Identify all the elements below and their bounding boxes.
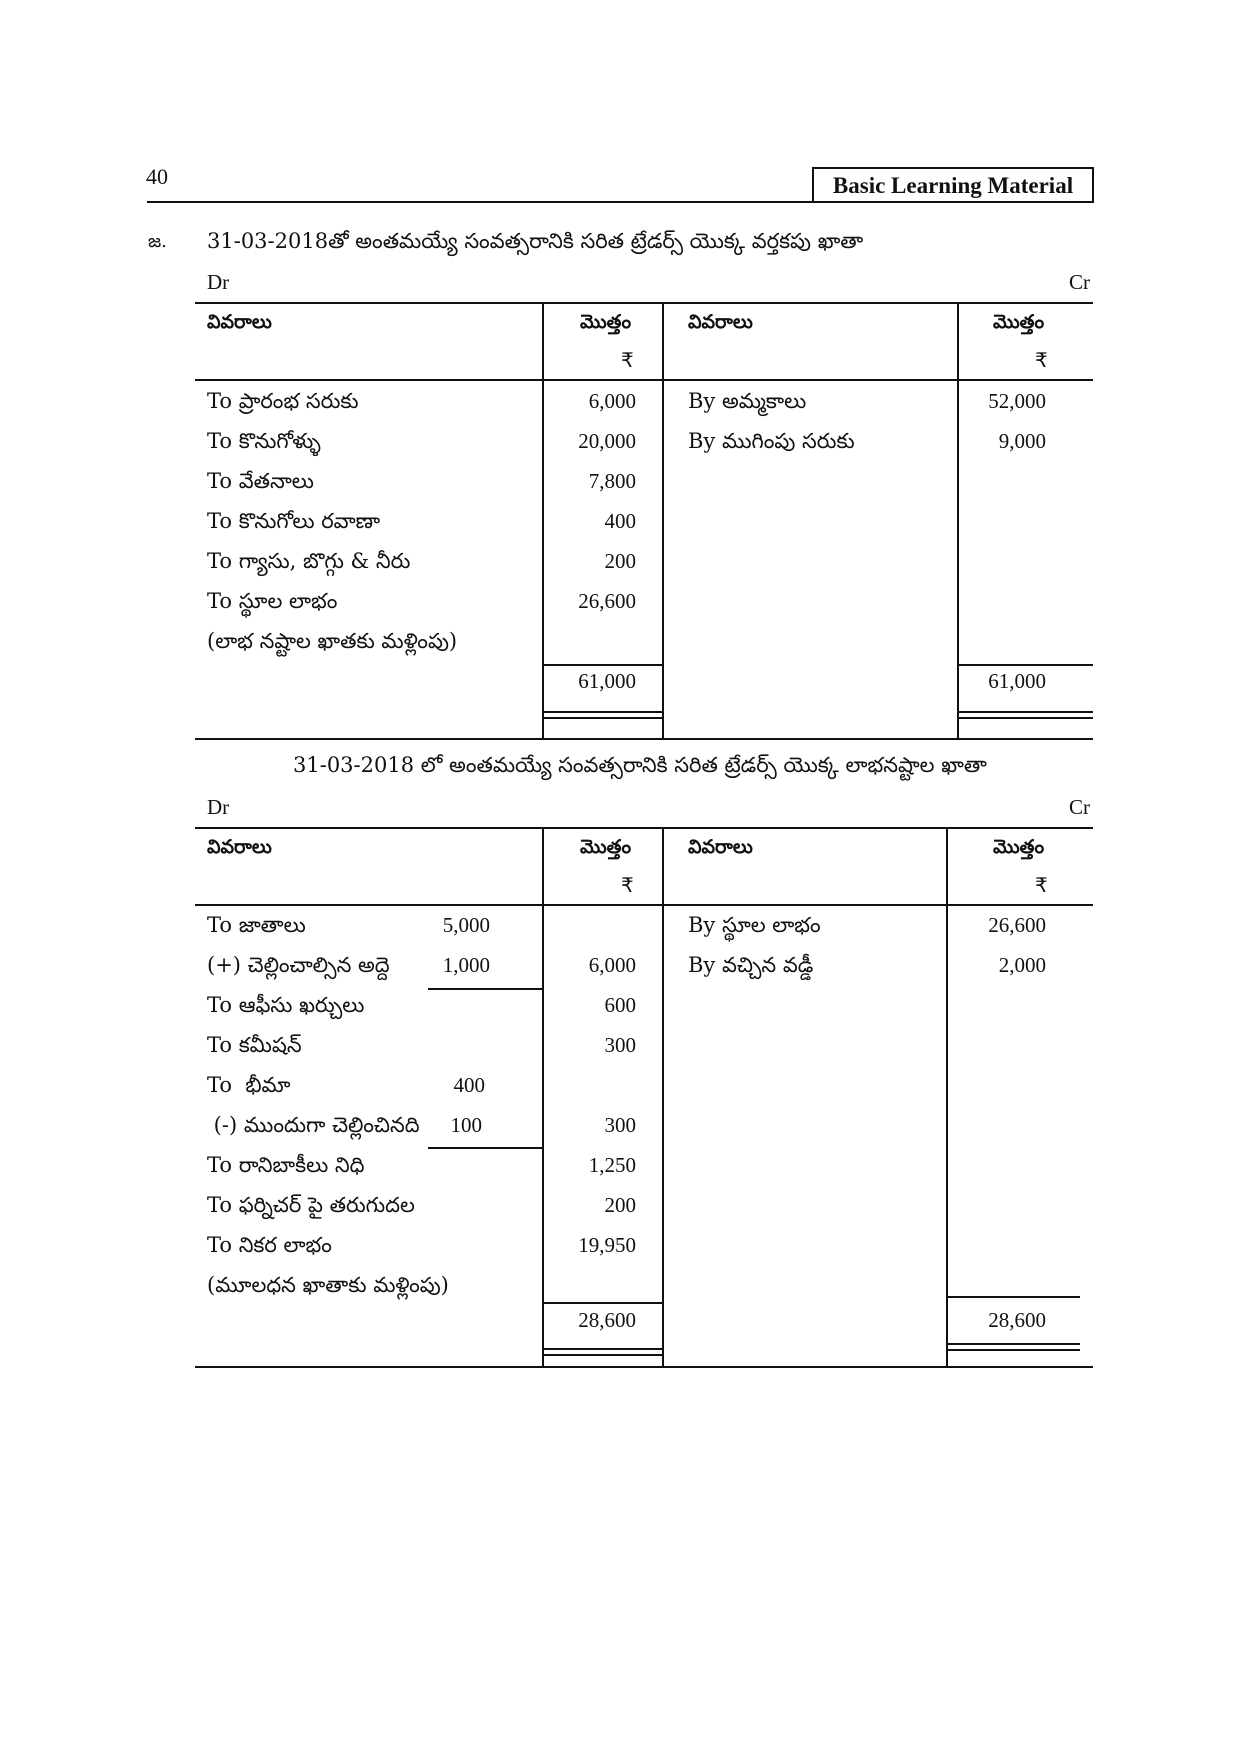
- total-rule: [947, 1296, 1080, 1298]
- debit-amount: 200: [604, 1193, 636, 1217]
- column-rule: [946, 827, 948, 1366]
- col-header-particulars: వివరాలు: [688, 836, 753, 858]
- total-rule: [543, 1302, 663, 1304]
- pl-account-title: 31-03-2018 లో అంతమయ్యే సంవత్సరానికి సరిత ట్రేడర్స్ యొక్క లాభనష్టాల ఖాతా: [293, 753, 987, 777]
- currency-symbol: ₹: [621, 348, 634, 372]
- total-double-rule: [543, 717, 663, 719]
- section-marker: జ.: [148, 231, 167, 252]
- debit-label: (మూలధన ఖాతాకు మళ్లింపు): [207, 1273, 449, 1297]
- debit-amount: 6,000: [588, 953, 636, 977]
- col-header-particulars: వివరాలు: [207, 836, 272, 858]
- total-double-rule: [543, 1348, 663, 1350]
- debit-amount: 20,000: [578, 429, 636, 453]
- debit-label: To ప్రారంభ సరుకు: [207, 389, 359, 413]
- debit-label: To ఆఫీసు ఖర్చులు: [207, 993, 365, 1017]
- column-rule: [662, 827, 664, 1366]
- credit-label: By స్థూల లాభం: [688, 913, 821, 937]
- debit-amount: 300: [604, 1033, 636, 1057]
- credit-label: By అమ్మకాలు: [688, 389, 807, 413]
- trading-account-title: 31-03-2018తో అంతమయ్యే సంవత్సరానికి సరిత ట్రేడర్స్ యొక్క వర్తకపు ఖాతా: [207, 229, 864, 253]
- subtotal-rule: [428, 1147, 542, 1149]
- debit-amount: 600: [604, 993, 636, 1017]
- currency-symbol: ₹: [1035, 873, 1048, 897]
- debit-amount: 19,950: [578, 1233, 636, 1257]
- currency-symbol: ₹: [1035, 348, 1048, 372]
- debit-amount: 300: [604, 1113, 636, 1137]
- header-rule: [147, 201, 1094, 203]
- debit-amount: 6,000: [588, 389, 636, 413]
- debit-inner-amount: 1,000: [442, 953, 490, 977]
- page-number: 40: [146, 164, 168, 189]
- debit-label: (-) ముందుగా చెల్లించినది: [207, 1113, 420, 1137]
- debit-label: To స్థూల లాభం: [207, 589, 338, 613]
- total-double-rule: [947, 1343, 1080, 1345]
- pl-dr-label: Dr: [207, 795, 230, 819]
- debit-label: To వేతనాలు: [207, 469, 314, 493]
- column-rule: [957, 302, 959, 738]
- debit-inner-amount: 100: [450, 1113, 482, 1137]
- trading-cr-label: Cr: [1069, 270, 1090, 294]
- column-rule: [542, 827, 544, 1366]
- column-rule: [542, 302, 544, 738]
- currency-symbol: ₹: [621, 873, 634, 897]
- credit-amount: 9,000: [998, 429, 1046, 453]
- credit-label: By ముగింపు సరుకు: [688, 429, 855, 453]
- table-bottom-rule: [195, 1366, 1093, 1368]
- credit-total: 61,000: [988, 669, 1046, 693]
- debit-amount: 7,800: [588, 469, 636, 493]
- debit-amount: 26,600: [578, 589, 636, 613]
- col-header-amount: మొత్తం: [580, 836, 632, 858]
- debit-total: 28,600: [578, 1308, 636, 1332]
- credit-amount: 26,600: [988, 913, 1046, 937]
- debit-label: To రానిబాకీలు నిధి: [207, 1153, 365, 1177]
- debit-label: (+) చెల్లించాల్సిన అద్దె: [207, 953, 390, 977]
- total-double-rule: [958, 717, 1093, 719]
- debit-inner-amount: 400: [453, 1073, 485, 1097]
- total-rule: [958, 664, 1093, 666]
- table-bottom-rule: [195, 738, 1093, 740]
- debit-label: To కొనుగోలు రవాణా: [207, 509, 381, 533]
- total-double-rule: [958, 711, 1093, 713]
- total-double-rule: [543, 711, 663, 713]
- col-header-amount: మొత్తం: [993, 311, 1045, 333]
- credit-label: By వచ్చిన వడ్డీ: [688, 953, 814, 977]
- debit-inner-amount: 5,000: [442, 913, 490, 937]
- col-header-amount: మొత్తం: [993, 836, 1045, 858]
- debit-amount: 400: [604, 509, 636, 533]
- debit-label: To కొనుగోళ్ళు: [207, 429, 321, 453]
- trading-dr-label: Dr: [207, 270, 230, 294]
- total-double-rule: [543, 1354, 663, 1356]
- header-title: Basic Learning Material: [812, 167, 1094, 203]
- pl-cr-label: Cr: [1069, 795, 1090, 819]
- column-rule: [662, 302, 664, 738]
- debit-total: 61,000: [578, 669, 636, 693]
- debit-label: To జాతాలు: [207, 913, 306, 937]
- debit-label: To కమీషన్: [207, 1033, 302, 1057]
- total-double-rule: [947, 1349, 1080, 1351]
- credit-amount: 2,000: [998, 953, 1046, 977]
- col-header-particulars: వివరాలు: [688, 311, 753, 333]
- credit-amount: 52,000: [988, 389, 1046, 413]
- debit-label: To భీమా: [207, 1073, 291, 1097]
- col-header-amount: మొత్తం: [580, 311, 632, 333]
- table-header-rule: [195, 904, 1093, 906]
- subtotal-rule: [428, 988, 542, 990]
- total-rule: [543, 664, 663, 666]
- debit-label: To ఫర్నిచర్ పై తరుగుదల: [207, 1193, 415, 1217]
- debit-label: To గ్యాసు, బొగ్గు & నీరు: [207, 549, 411, 573]
- credit-total: 28,600: [988, 1308, 1046, 1332]
- col-header-particulars: వివరాలు: [207, 311, 272, 333]
- debit-amount: 1,250: [588, 1153, 636, 1177]
- debit-amount: 200: [604, 549, 636, 573]
- debit-label: (లాభ నష్టాల ఖాతకు మళ్లింపు): [207, 629, 458, 653]
- table-top-rule: [195, 827, 1093, 829]
- debit-label: To నికర లాభం: [207, 1233, 332, 1257]
